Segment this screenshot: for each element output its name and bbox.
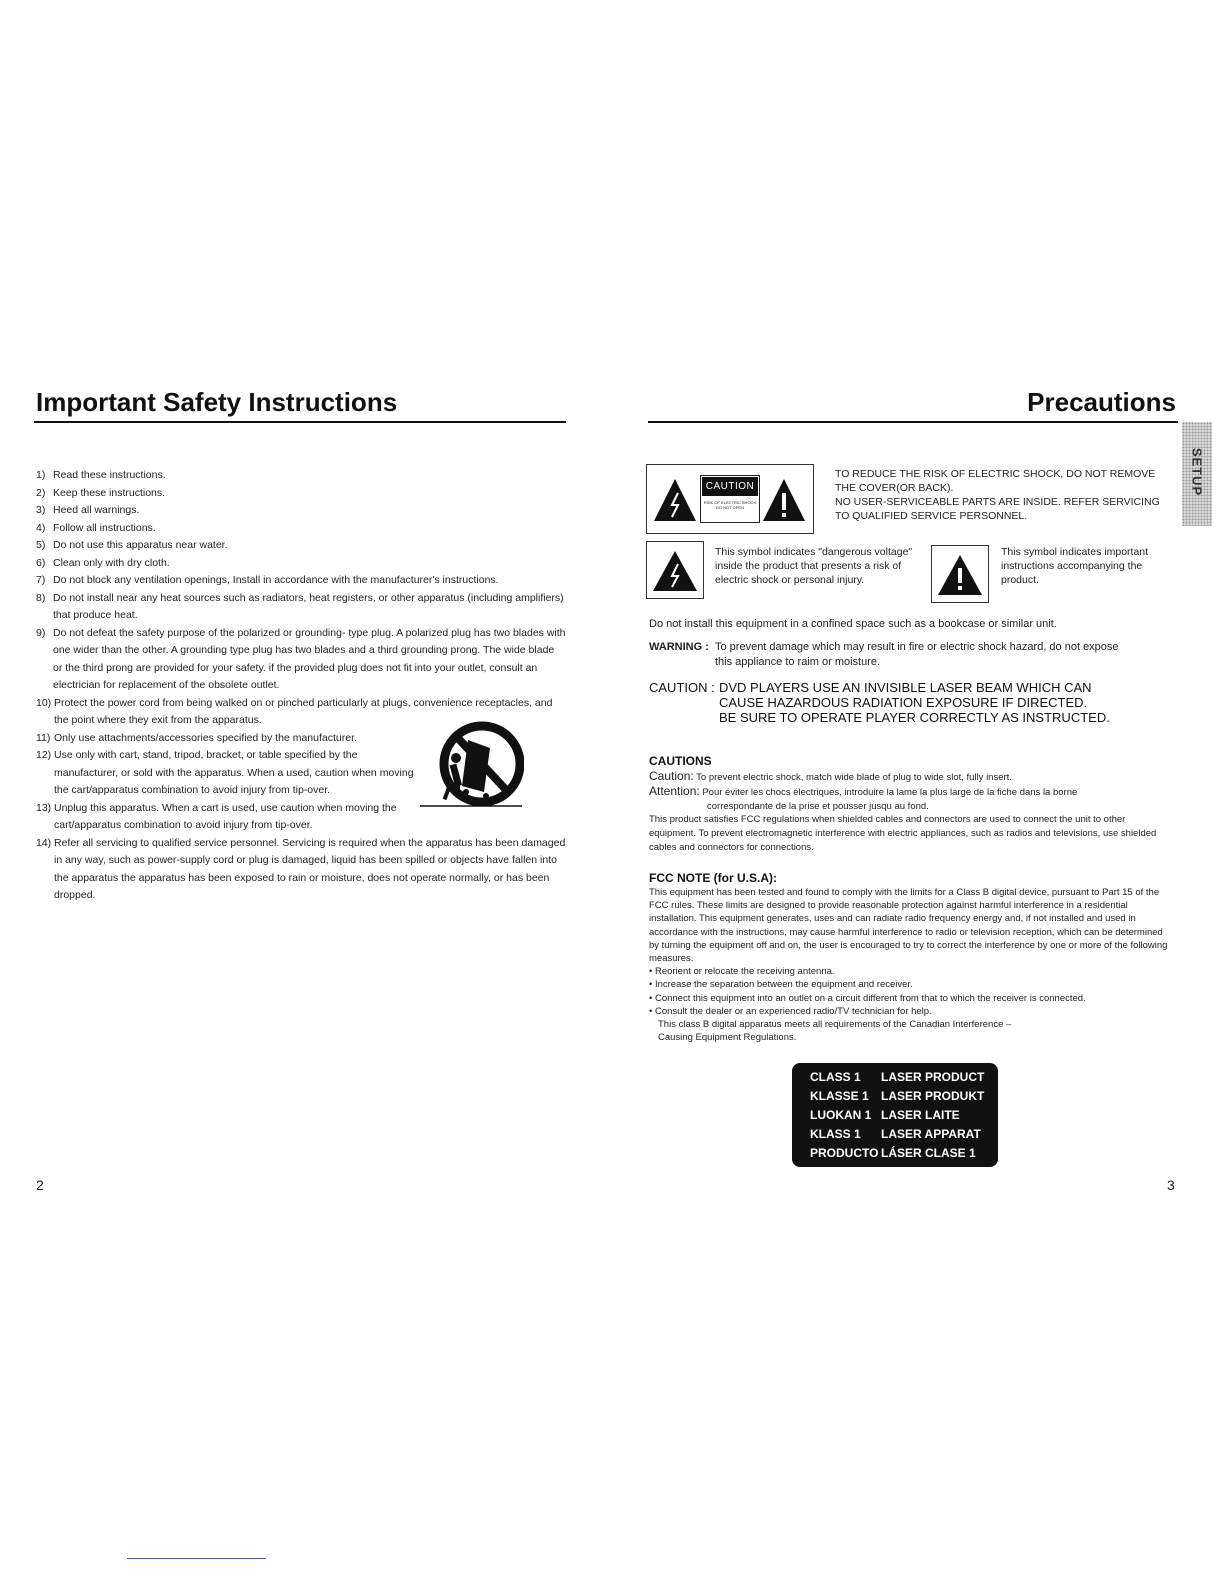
caution-inline-label: Caution: bbox=[649, 769, 694, 783]
list-item bbox=[36, 502, 566, 520]
attention-text: Pour éviter les chocs électriques, introduire la lame la plus large de la fiche dans la borne bbox=[702, 786, 1078, 798]
risk-line: TO QUALIFIED SERVICE PERSONNEL. bbox=[835, 510, 1028, 522]
item-text: Only use attachments/accessories specified by the manufacturer. bbox=[54, 731, 357, 744]
laser-label-class: KLASS 1 bbox=[810, 1127, 861, 1141]
list-item bbox=[36, 485, 566, 503]
item-text: Follow all instructions. bbox=[53, 521, 156, 534]
important-instructions-description: This symbol indicates important instructions accompanying the product. bbox=[1001, 546, 1149, 586]
item-number: 4) bbox=[36, 521, 46, 534]
list-item bbox=[36, 590, 566, 625]
fcc-paragraph: This equipment has been tested and found to comply with the limits for a Class B digital device, pursuant to Part 15 of the FCC rules. These limits are designed to provide reasonable protection against harmful interference in a residential installation. This equipment generates, uses and can radiate radio frequency energy and, if not installed and used in accordance with the instructions, may cause harmful interference to radio or television reception, which can be determined by turning the equipment off and on, the user is encouraged to try to correct the interference by one or more of the following measures. bbox=[649, 887, 1168, 965]
laser-label-product: LASER PRODUKT bbox=[881, 1089, 985, 1103]
fcc-heading: FCC NOTE (for U.S.A): bbox=[649, 871, 777, 885]
list-item bbox=[36, 520, 566, 538]
caution-label-box bbox=[646, 464, 814, 534]
item-number: 11) bbox=[36, 731, 51, 744]
setup-tab-label: SETUP bbox=[1189, 447, 1205, 497]
caution-panel bbox=[700, 475, 760, 523]
canada-text: This class B digital apparatus meets all requirements of the Canadian Interference – bbox=[658, 1019, 1012, 1031]
laser-label-product: LASER APPARAT bbox=[881, 1127, 981, 1141]
risk-line: TO REDUCE THE RISK OF ELECTRIC SHOCK, DO NOT REMOVE bbox=[835, 468, 1156, 480]
list-item bbox=[36, 835, 566, 905]
warning-text: To prevent damage which may result in fire or electric shock hazard, do not expose this appliance to raim or moisture. bbox=[715, 641, 1119, 668]
laser-caution-line: CAUSE HAZARDOUS RADIATION EXPOSURE IF DIRECTED. bbox=[719, 695, 1088, 710]
laser-label-row bbox=[792, 1087, 998, 1106]
list-item bbox=[36, 467, 566, 485]
title-rule-right bbox=[648, 421, 1178, 423]
instructions-list bbox=[36, 467, 566, 905]
item-number: 9) bbox=[36, 626, 46, 639]
risk-line: NO USER-SERVICEABLE PARTS ARE INSIDE. REFER SERVICING bbox=[835, 496, 1160, 508]
shielded-cables-text: This product satisfies FCC regulations when shielded cables and connectors are used to connect the unit to other equipment. To prevent electromagnetic interference with electric appliances, such as radios and televisions, use shielded cables and connectors for connections. bbox=[649, 814, 1157, 853]
item-text: Protect the power cord from being walked on or pinched particularly at plugs, convenience receptacles, and the point where they exit from the apparatus. bbox=[54, 696, 553, 726]
laser-label-class: LUOKAN 1 bbox=[810, 1108, 872, 1122]
laser-label-class: KLASSE 1 bbox=[810, 1089, 869, 1103]
electric-shock-warning-icon bbox=[652, 477, 698, 523]
title-rule-left bbox=[34, 421, 566, 423]
item-number: 1) bbox=[36, 469, 46, 481]
item-number: 6) bbox=[36, 556, 46, 569]
lightning-triangle-icon bbox=[652, 550, 698, 592]
item-text: Do not block any ventilation openings, Install in accordance with the manufacturer's instructions. bbox=[53, 574, 499, 586]
item-number: 3) bbox=[36, 504, 46, 516]
caution-inline-text: To prevent electric shock, match wide blade of plug to wide slot, fully insert. bbox=[696, 772, 1012, 783]
laser-caution-text bbox=[719, 680, 1169, 725]
fcc-bullet: • Consult the dealer or an experienced radio/TV technician for help. bbox=[649, 1005, 932, 1017]
item-text: Heed all warnings. bbox=[53, 504, 140, 516]
laser-caution-line: BE SURE TO OPERATE PLAYER CORRECTLY AS INSTRUCTED. bbox=[719, 710, 1110, 725]
fcc-bullet: • Connect this equipment into an outlet on a circuit different from that to which the receiver is connected. bbox=[649, 992, 1086, 1004]
bottom-divider bbox=[127, 1558, 266, 1559]
fcc-bullet: • Increase the separation between the equipment and receiver. bbox=[649, 979, 913, 991]
item-text: Do not defeat the safety purpose of the polarized or grounding- type plug. A polarized plug has two blades with one wider than the other. A grounding type plug has two blades and a third grounding prong. The wide blade or the third prong are provided for your safety. if the provided plug does not fit into your outlet, consult an electrician for replacement of the obsolete outlet. bbox=[53, 626, 566, 691]
setup-side-tab[interactable] bbox=[1182, 422, 1212, 526]
cautions-heading: CAUTIONS bbox=[649, 754, 712, 768]
risk-line: THE COVER(OR BACK). bbox=[835, 482, 954, 494]
item-number: 13) bbox=[36, 801, 52, 814]
caution-small-text: RISK OF ELECTRIC SHOCK DO NOT OPEN bbox=[703, 500, 757, 510]
item-number: 14) bbox=[36, 836, 52, 849]
cautions-body bbox=[649, 770, 1169, 855]
attention-label: Attention: bbox=[649, 783, 700, 798]
list-item bbox=[36, 625, 566, 695]
caution-label-text: CAUTION bbox=[702, 477, 758, 496]
attention-text-cont: correspondante de la prise et pousser jusqu au fond. bbox=[707, 800, 929, 812]
fcc-bullet: • Reorient or relocate the receiving antenna. bbox=[649, 966, 835, 978]
caution-line bbox=[649, 770, 1169, 785]
exclamation-warning-icon bbox=[761, 477, 807, 523]
warning-label: WARNING : bbox=[649, 641, 709, 653]
laser-caution-line: DVD PLAYERS USE AN INVISIBLE LASER BEAM WHICH CAN bbox=[719, 680, 1092, 695]
dangerous-voltage-symbol-box bbox=[646, 541, 704, 599]
page-title-precautions: Precautions bbox=[1027, 387, 1176, 417]
list-item bbox=[36, 572, 566, 590]
item-text: Unplug this apparatus. When a cart is used, use caution when moving the cart/apparatus combination to avoid injury from tip-over. bbox=[54, 801, 397, 831]
laser-label-product: LASER PRODUCT bbox=[881, 1070, 985, 1084]
laser-label-product: LASER LAITE bbox=[881, 1108, 960, 1122]
item-number: 12) bbox=[36, 749, 52, 761]
item-number: 7) bbox=[36, 574, 46, 586]
risk-warning-text bbox=[835, 467, 1175, 523]
no-cart-tipover-icon bbox=[416, 718, 524, 812]
item-number: 8) bbox=[36, 591, 46, 604]
item-text: Keep these instructions. bbox=[53, 486, 166, 499]
dangerous-voltage-description: This symbol indicates "dangerous voltage" inside the product that presents a risk of electric shock or personal injury. bbox=[715, 546, 913, 586]
laser-class-label bbox=[792, 1063, 998, 1167]
item-text: Clean only with dry cloth. bbox=[53, 556, 170, 569]
laser-label-class: CLASS 1 bbox=[810, 1070, 861, 1084]
canada-text-cont: Causing Equipment Regulations. bbox=[658, 1032, 797, 1044]
laser-label-row bbox=[792, 1144, 998, 1163]
page-number-left: 2 bbox=[36, 1177, 44, 1193]
laser-label-row bbox=[792, 1125, 998, 1144]
list-item bbox=[36, 537, 566, 555]
item-text: Use only with cart, stand, tripod, bracket, or table specified by the manufacturer, or sold with the apparatus. When a used, caution when moving the cart/apparatus combination to avoid injury from tip-over. bbox=[54, 749, 414, 796]
item-number: 5) bbox=[36, 539, 46, 551]
item-number: 10) bbox=[36, 696, 52, 709]
fcc-body bbox=[649, 886, 1169, 1044]
list-item bbox=[36, 555, 566, 573]
item-text: Refer all servicing to qualified service personnel. Servicing is required when the apparatus has been damaged in any way, such as power-supply cord or plug is damaged, liquid has been spilled or objects have fallen into the apparatus the apparatus has been exposed to rain or moisture, does not operate normally, or has been dropped. bbox=[54, 836, 566, 901]
install-notice: Do not install this equipment in a confined space such as a bookcase or similar unit. bbox=[649, 618, 1057, 630]
important-instructions-symbol-box bbox=[931, 545, 989, 603]
exclamation-triangle-icon bbox=[937, 554, 983, 596]
attention-line bbox=[649, 785, 1169, 800]
item-number: 2) bbox=[36, 486, 46, 499]
item-text: Do not install near any heat sources such as radiators, heat registers, or other apparatus (including amplifiers) that produce heat. bbox=[53, 591, 564, 621]
laser-label-row bbox=[792, 1068, 998, 1087]
item-text: Do not use this apparatus near water. bbox=[53, 539, 228, 551]
page-title-safety: Important Safety Instructions bbox=[36, 387, 398, 417]
page-number-right: 3 bbox=[1167, 1177, 1175, 1193]
laser-label-row bbox=[792, 1106, 998, 1125]
laser-label-product: LÁSER CLASE 1 bbox=[881, 1146, 976, 1160]
laser-caution-label: CAUTION : bbox=[649, 680, 715, 695]
item-text: Read these instructions. bbox=[53, 469, 166, 481]
laser-label-class: PRODUCTO bbox=[810, 1146, 879, 1160]
